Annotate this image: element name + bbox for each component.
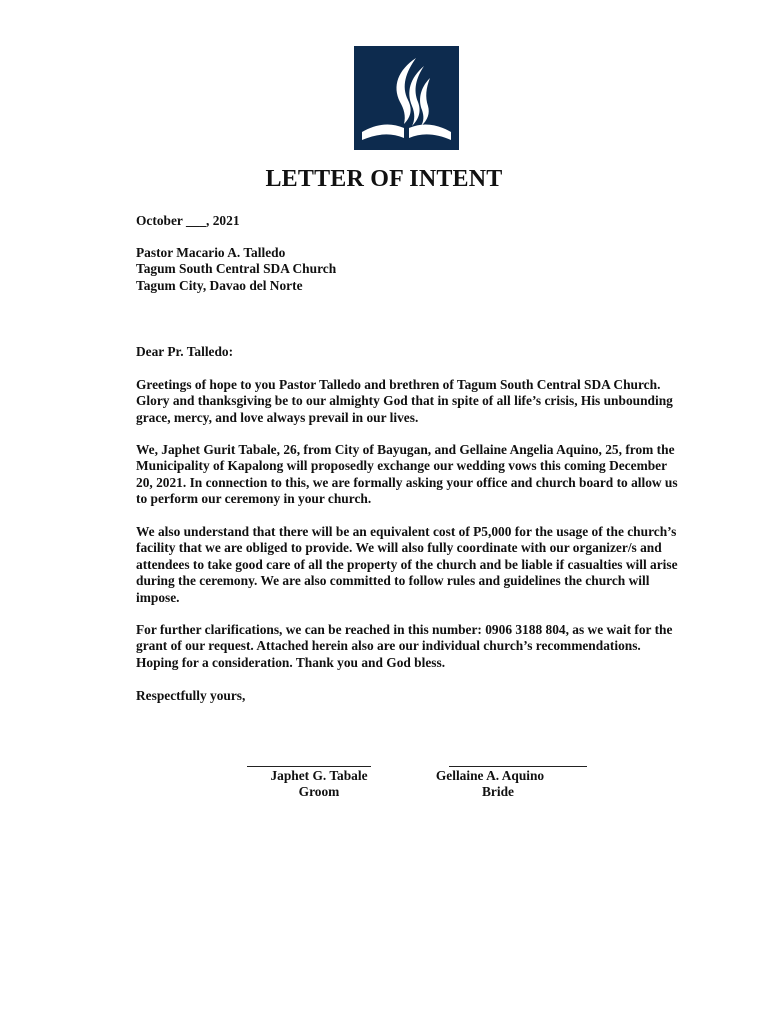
bride-signature-block xyxy=(405,754,575,801)
recipient-name: Pastor Macario A. Talledo xyxy=(136,245,286,260)
salutation: Dear Pr. Talledo: xyxy=(136,344,234,359)
paragraph-cost: We also understand that there will be an equivalent cost of P5,000 for the usage of the church’s facility that we are obliged to provide. We will also fully coordinate with our organizer/s and attendees to take good care of all the property of the church and be liable if casualties will arise during the ceremony. We are also committed to follow rules and guidelines the church will impose. xyxy=(136,524,678,605)
church-logo xyxy=(354,46,459,150)
groom-signature-block xyxy=(224,754,394,801)
letter-date: October ___, 2021 xyxy=(136,213,240,228)
closing: Respectfully yours, xyxy=(136,688,246,703)
bride-role: Bride xyxy=(482,784,514,800)
recipient-city: Tagum City, Davao del Norte xyxy=(136,277,303,293)
groom-role: Groom xyxy=(298,784,340,800)
page-title: LETTER OF INTENT xyxy=(265,166,503,192)
recipient-church: Tagum South Central SDA Church xyxy=(136,261,337,277)
signature-line xyxy=(247,754,371,767)
signature-line xyxy=(449,754,587,767)
paragraph-greeting: Greetings of hope to you Pastor Talledo and brethren of Tagum South Central SDA Church. Glory and thanksgiving be to our almighty God that in spite of all life’s crisis, His unbounding grace, mercy, and love always prevail in our lives. xyxy=(136,377,673,425)
paragraph-contact: For further clarifications, we can be reached in this number: 0906 3188 804, as we wait for the grant of our request. Attached herein also are our individual church’s recommendations. Hoping for a consideration. Thank you and God bless. xyxy=(136,622,673,670)
flame-bible-icon xyxy=(354,46,459,150)
groom-name: Japhet G. Tabale xyxy=(270,768,368,783)
paragraph-request: We, Japhet Gurit Tabale, 26, from City of Bayugan, and Gellaine Angelia Aquino, 25, from the Municipality of Kapalong will proposedly exchange our wedding vows this coming December 20, 2021. In connection to this, we are formally asking your office and church board to allow us to perform our ceremony in your church. xyxy=(136,442,678,507)
bride-name: Gellaine A. Aquino xyxy=(435,768,545,783)
recipient-address xyxy=(136,245,684,294)
